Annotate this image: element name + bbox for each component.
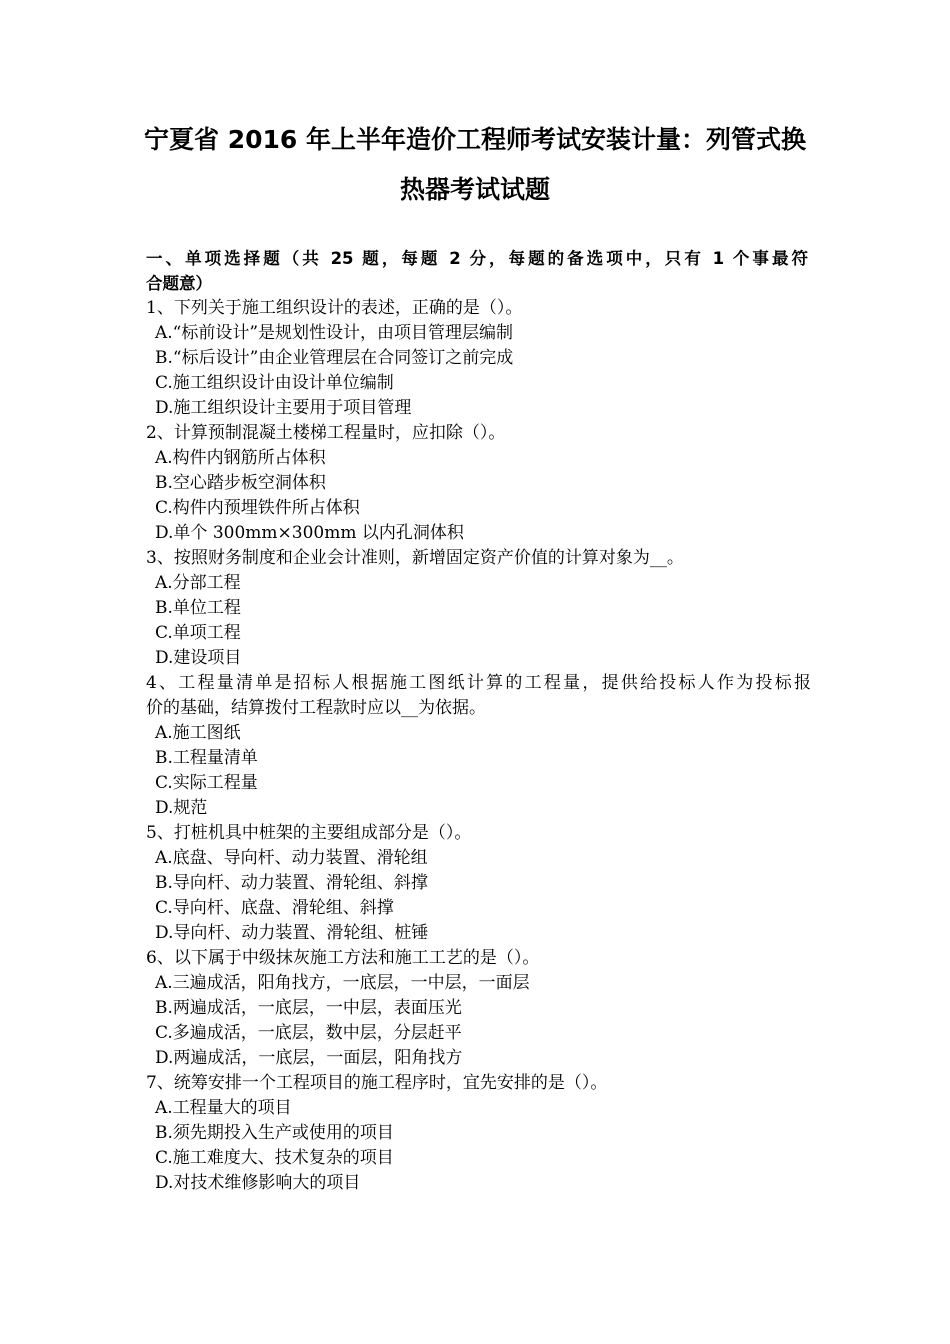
option-c: C.施工组织设计由设计单位编制 bbox=[155, 373, 394, 393]
question-list bbox=[146, 296, 811, 1196]
option-d: D.两遍成活，一底层，一面层，阳角找方 bbox=[155, 1048, 463, 1068]
option-a: A.构件内钢筋所占体积 bbox=[155, 448, 326, 468]
option-d: D.建设项目 bbox=[155, 648, 242, 668]
option-d: D.导向杆、动力装置、滑轮组、桩锤 bbox=[155, 923, 429, 943]
section-heading bbox=[146, 246, 808, 296]
question-2 bbox=[146, 421, 811, 546]
document-title-line-1: 宁夏省 2016 年上半年造价工程师考试安装计量：列管式换 bbox=[144, 125, 806, 154]
section-heading-line-1: 一、单项选择题（共 25 题，每题 2 分，每题的备选项中，只有 1 个事最符 bbox=[146, 249, 808, 268]
option-b: B.两遍成活，一底层，一中层，表面压光 bbox=[155, 998, 462, 1018]
option-c: C.多遍成活，一底层，数中层，分层赶平 bbox=[155, 1023, 462, 1043]
option-a: A.分部工程 bbox=[155, 573, 241, 593]
option-c: C.施工难度大、技术复杂的项目 bbox=[155, 1148, 394, 1168]
option-d: D.规范 bbox=[155, 798, 208, 818]
option-d: D.单个 300mm×300mm 以内孔洞体积 bbox=[155, 523, 464, 543]
question-stem-continued: 价的基础，结算拨付工程款时应以__为依据。 bbox=[146, 698, 486, 718]
option-d: D.对技术维修影响大的项目 bbox=[155, 1173, 361, 1193]
question-stem: 5、打桩机具中桩架的主要组成部分是（）。 bbox=[146, 823, 472, 843]
option-b: B.工程量清单 bbox=[155, 748, 258, 768]
option-a: A.施工图纸 bbox=[155, 723, 241, 743]
option-b: B.“标后设计”由企业管理层在合同签订之前完成 bbox=[155, 348, 514, 368]
option-c: C.导向杆、底盘、滑轮组、斜撑 bbox=[155, 898, 394, 918]
option-b: B.导向杆、动力装置、滑轮组、斜撑 bbox=[155, 873, 428, 893]
question-1 bbox=[146, 296, 811, 421]
option-a: A.工程量大的项目 bbox=[155, 1098, 292, 1118]
option-b: B.须先期投入生产或使用的项目 bbox=[155, 1123, 394, 1143]
option-c: C.单项工程 bbox=[155, 623, 241, 643]
question-3 bbox=[146, 546, 811, 671]
question-6 bbox=[146, 946, 811, 1071]
question-stem: 1、下列关于施工组织设计的表述，正确的是（）。 bbox=[146, 298, 523, 318]
option-a: A.“标前设计”是规划性设计，由项目管理层编制 bbox=[155, 323, 514, 343]
question-4 bbox=[146, 671, 811, 821]
question-5 bbox=[146, 821, 811, 946]
option-b: B.空心踏步板空洞体积 bbox=[155, 473, 326, 493]
option-c: C.构件内预埋铁件所占体积 bbox=[155, 498, 360, 518]
question-stem: 6、以下属于中级抹灰施工方法和施工工艺的是（）。 bbox=[146, 948, 540, 968]
section-heading-line-2: 合题意） bbox=[146, 274, 212, 293]
question-stem: 3、按照财务制度和企业会计准则，新增固定资产价值的计算对象为__。 bbox=[146, 548, 684, 568]
option-c: C.实际工程量 bbox=[155, 773, 258, 793]
option-b: B.单位工程 bbox=[155, 598, 241, 618]
option-a: A.三遍成活，阳角找方，一底层，一中层，一面层 bbox=[155, 973, 530, 993]
document-title-line-2: 热器考试试题 bbox=[399, 175, 550, 204]
question-stem: 4、工程量清单是招标人根据施工图纸计算的工程量，提供给投标人作为投标报 bbox=[146, 673, 811, 693]
option-a: A.底盘、导向杆、动力装置、滑轮组 bbox=[155, 848, 428, 868]
question-stem: 7、统筹安排一个工程项目的施工程序时，宜先安排的是（）。 bbox=[146, 1073, 608, 1093]
question-stem: 2、计算预制混凝土楼梯工程量时，应扣除（）。 bbox=[146, 423, 506, 443]
question-7 bbox=[146, 1071, 811, 1196]
option-d: D.施工组织设计主要用于项目管理 bbox=[155, 398, 412, 418]
